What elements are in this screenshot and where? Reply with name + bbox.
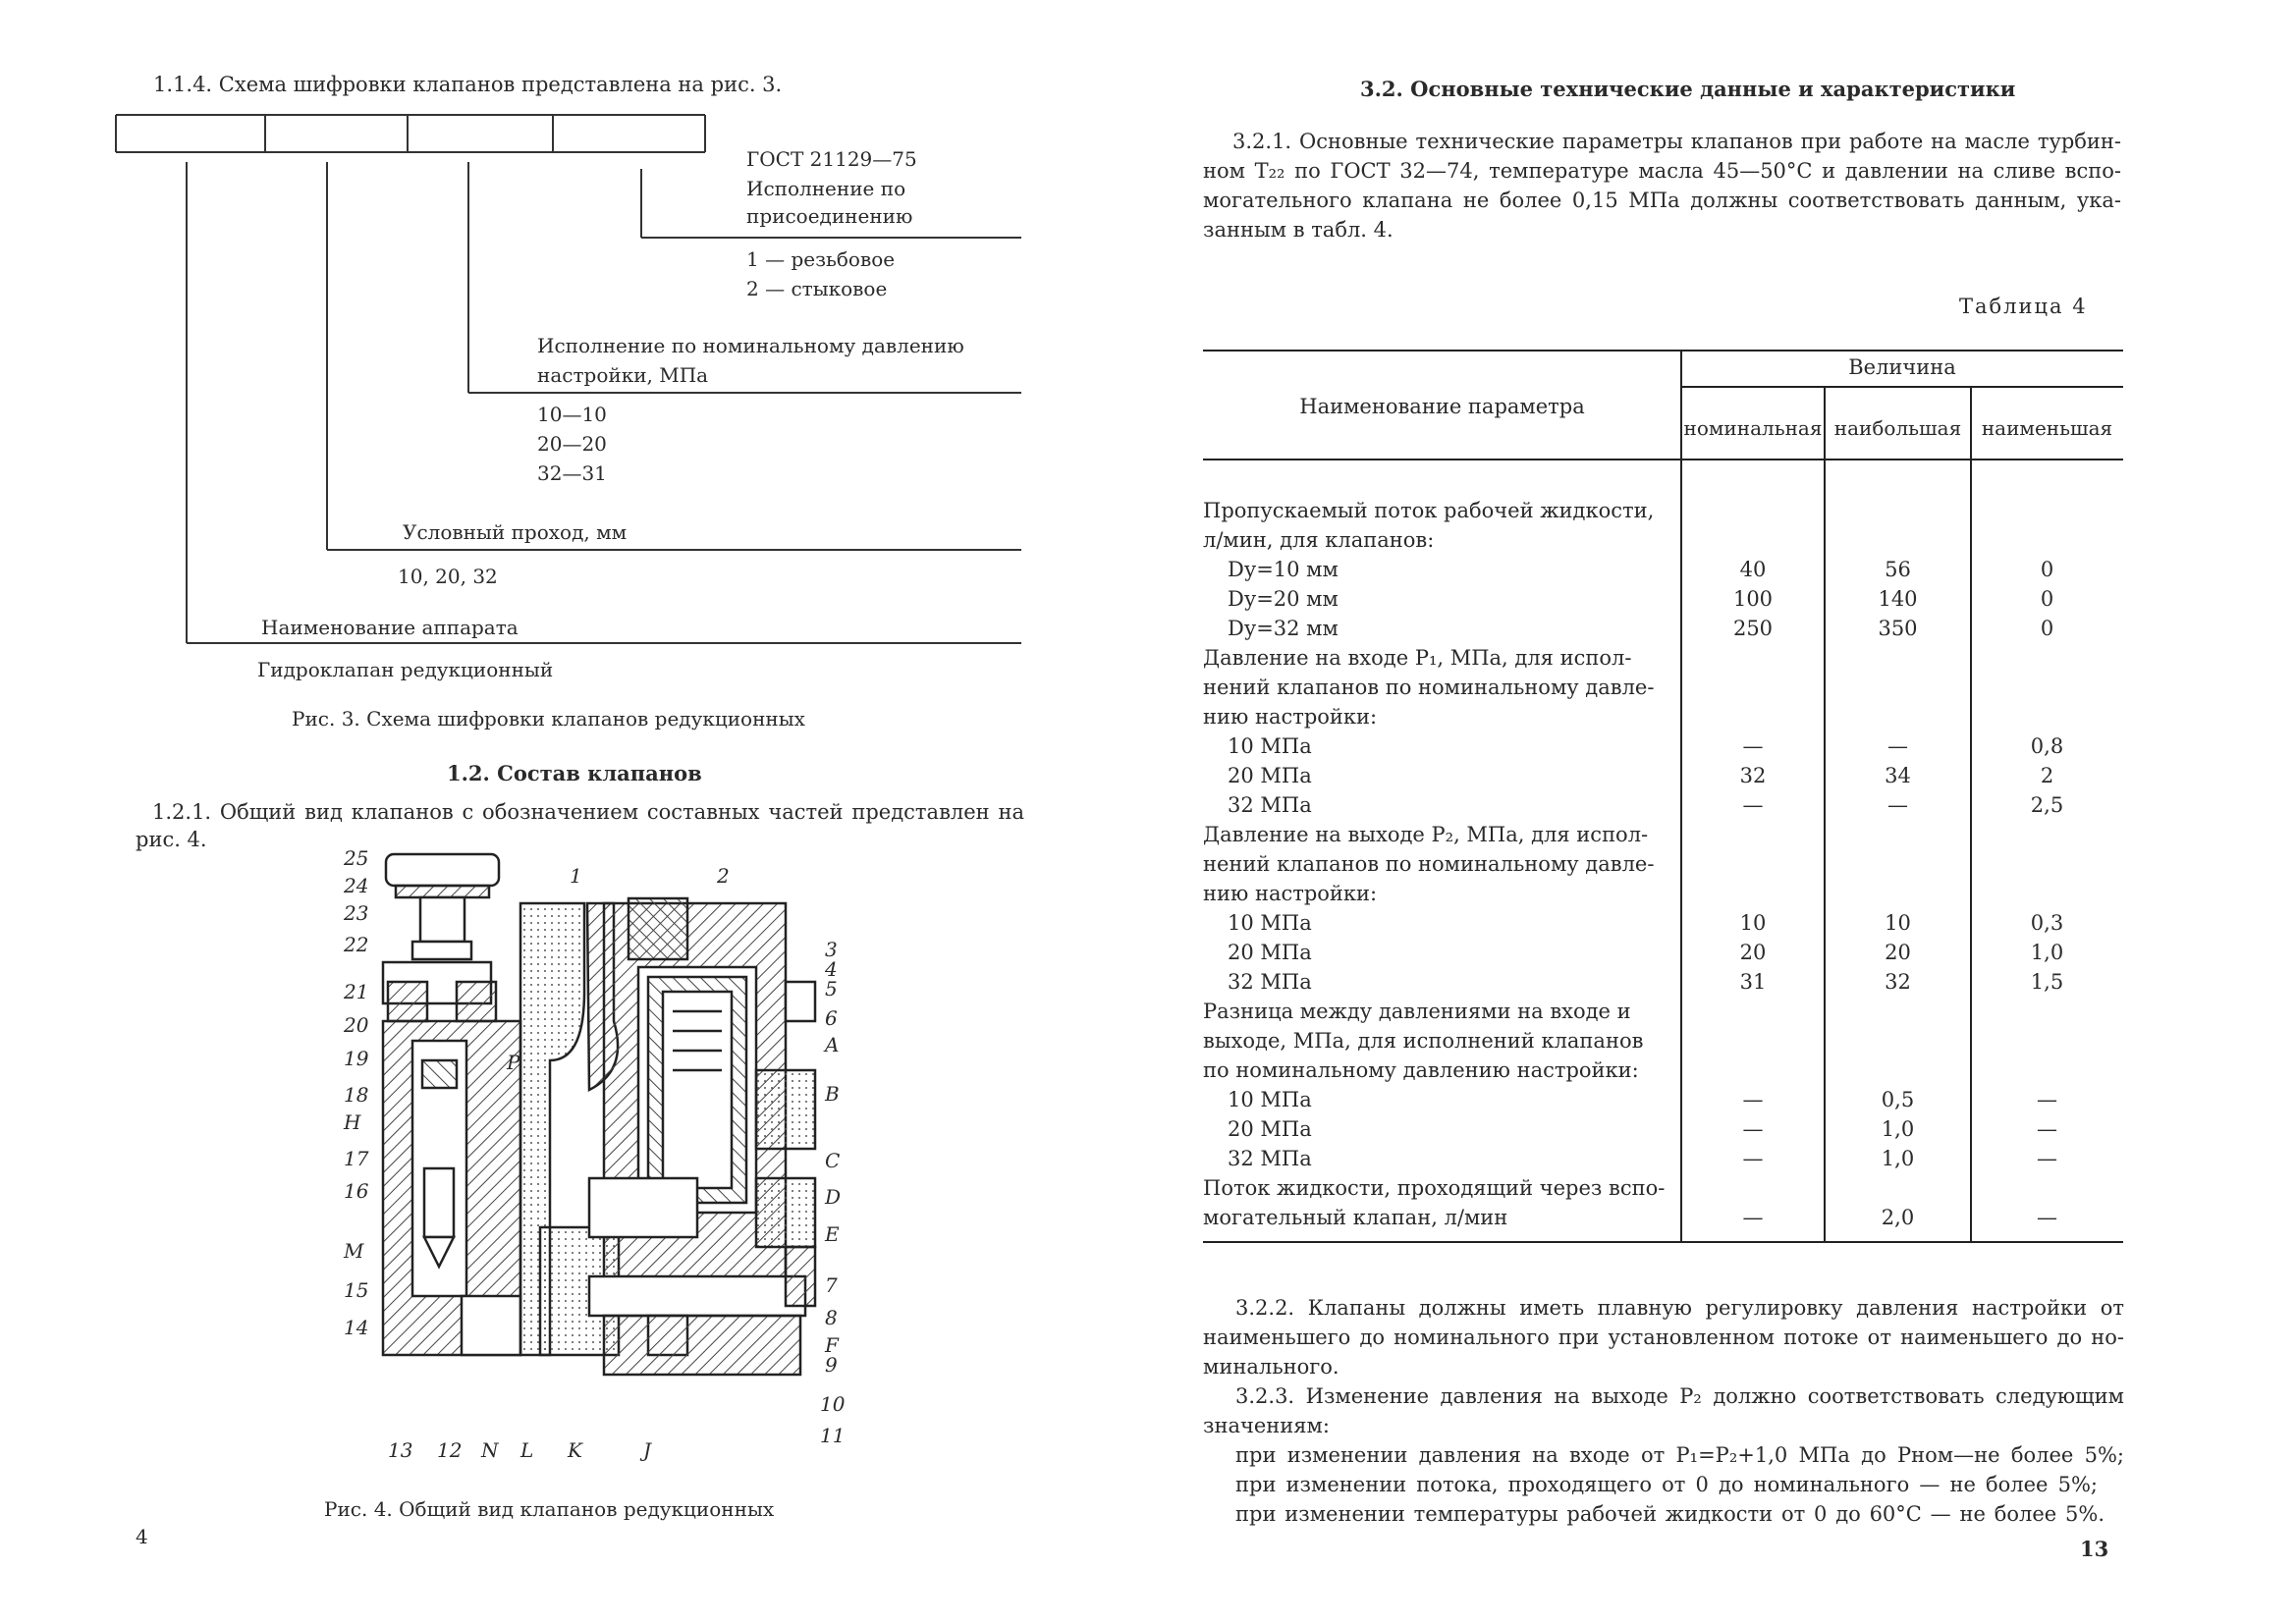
page-number-right: 13 (2080, 1537, 2109, 1561)
table-row-label: 20 МПа (1228, 764, 1312, 787)
table-cell-min: 1,0 (2030, 941, 2064, 964)
pressure-option-3: 32—31 (537, 461, 607, 485)
fig-label-8: 8 (825, 1306, 838, 1329)
pressure-title-2: настройки, МПа (537, 363, 709, 387)
intro-line: 1.1.4. Схема шифровки клапанов представлена на рис. 3. (153, 73, 783, 96)
table-row-label: 32 МПа (1228, 793, 1312, 817)
fig-label-3: 3 (825, 938, 838, 961)
fig-label-b: B (825, 1082, 840, 1106)
pressure-title-1: Исполнение по номинальному давлению (537, 334, 964, 357)
fig-label-10: 10 (820, 1392, 846, 1416)
fig-label-9: 9 (825, 1353, 838, 1377)
table-cell-min: — (2037, 1206, 2057, 1229)
fig-label-19: 19 (344, 1047, 369, 1070)
section-title-1-2: 1.2. Состав клапанов (447, 761, 702, 785)
fig-label-f: F (825, 1333, 839, 1357)
table-cell-nominal: — (1742, 734, 1764, 758)
table-cell-min: 0 (2040, 617, 2054, 640)
para-323-line-2: значениям: (1203, 1414, 1330, 1437)
fig-label-23: 23 (344, 901, 369, 925)
table-cell-min: 0 (2040, 587, 2054, 611)
table-row-label: нений клапанов по номинальному давле- (1203, 852, 1655, 876)
table-header-value: Величина (1848, 355, 1956, 379)
fig-label-l: L (520, 1438, 534, 1462)
table-row-label: Dу=10 мм (1228, 558, 1339, 581)
table-cell-nominal: 20 (1739, 941, 1767, 964)
connection-title-2: присоединению (746, 204, 913, 228)
fig-label-k: K (568, 1438, 582, 1462)
passage-values: 10, 20, 32 (398, 565, 498, 588)
table-cell-nominal: — (1742, 1088, 1764, 1111)
fig-label-17: 17 (344, 1147, 369, 1170)
para-121-line-1: 1.2.1. Общий вид клапанов с обозначением составных частей представлен на (152, 800, 1024, 824)
fig-label-p: P (507, 1051, 520, 1074)
para-323-line-4: при изменении потока, проходящего от 0 до номинального — не более 5%; (1235, 1473, 2098, 1496)
fig-label-5: 5 (825, 977, 838, 1001)
table-row-label: 32 МПа (1228, 970, 1312, 994)
para-321-line-3: могательного клапана не более 0,15 МПа должны соответствовать данным, ука- (1203, 189, 2121, 212)
passage-title: Условный проход, мм (403, 520, 628, 544)
para-121-line-2: рис. 4. (136, 828, 207, 851)
fig4-caption: Рис. 4. Общий вид клапанов редукционных (324, 1497, 775, 1521)
table-cell-nominal: 40 (1739, 558, 1767, 581)
table-cell-min: 1,5 (2030, 970, 2064, 994)
table-row-label: 10 МПа (1228, 1088, 1312, 1111)
para-323-line-1: 3.2.3. Изменение давления на выходе P₂ должно соответствовать следующим (1235, 1384, 2124, 1408)
table-cell-max: 350 (1878, 617, 1918, 640)
table-row-label: 10 МПа (1228, 911, 1312, 935)
table-row-label: выходе, МПа, для исполнений клапанов (1203, 1029, 1644, 1053)
fig-label-20: 20 (344, 1013, 369, 1037)
table-row-label: нию настройки: (1203, 705, 1378, 729)
table-row-label: Давление на выходе P₂, МПа, для испол- (1203, 823, 1649, 846)
fig-label-e: E (825, 1222, 840, 1246)
table-row-label: 20 МПа (1228, 941, 1312, 964)
device-name-title: Наименование аппарата (261, 616, 519, 639)
table-cell-nominal: — (1742, 1117, 1764, 1141)
fig-label-4: 4 (825, 957, 838, 981)
fig-label-12: 12 (437, 1438, 463, 1462)
fig3-caption: Рис. 3. Схема шифровки клапанов редукционных (292, 707, 805, 730)
pressure-option-2: 20—20 (537, 432, 607, 456)
table-cell-min: 2,5 (2030, 793, 2064, 817)
table-cell-max: 2,0 (1881, 1206, 1915, 1229)
table-cell-nominal: 32 (1739, 764, 1767, 787)
fig-label-j: J (643, 1438, 652, 1462)
table-row-label: 32 МПа (1228, 1147, 1312, 1170)
table-cell-max: 32 (1885, 970, 1911, 994)
fig-label-11: 11 (820, 1424, 846, 1447)
para-322-line-2: наименьшего до номинального при установленном потоке от наименьшего до но- (1203, 1325, 2124, 1349)
fig-label-14: 14 (344, 1316, 369, 1339)
table-cell-min: 0,8 (2030, 734, 2064, 758)
page-number-left: 4 (136, 1525, 148, 1548)
fig-label-24: 24 (344, 874, 369, 897)
para-322-line-1: 3.2.2. Клапаны должны иметь плавную регулировку давления настройки от (1235, 1296, 2124, 1320)
table-row-label: 10 МПа (1228, 734, 1312, 758)
table-cell-max: 20 (1885, 941, 1911, 964)
table-cell-min: — (2037, 1088, 2057, 1111)
table-header-nominal: номинальная (1683, 416, 1823, 440)
fig-label-21: 21 (344, 980, 369, 1003)
table-row-label: нию настройки: (1203, 882, 1378, 905)
table-cell-min: 0 (2040, 558, 2054, 581)
table-cell-max: 140 (1878, 587, 1918, 611)
table-cell-max: 10 (1885, 911, 1911, 935)
table-row-label: 20 МПа (1228, 1117, 1312, 1141)
fig-label-6: 6 (825, 1006, 838, 1030)
table-cell-min: — (2037, 1147, 2057, 1170)
fig-label-22: 22 (344, 933, 369, 956)
fig-label-h: H (344, 1110, 361, 1134)
para-322-line-3: минального. (1203, 1355, 1339, 1379)
table-row-label: Dу=20 мм (1228, 587, 1339, 611)
para-323-line-5: при изменении температуры рабочей жидкости от 0 до 60°С — не более 5%. (1235, 1502, 2105, 1526)
table-row-label: Dу=32 мм (1228, 617, 1339, 640)
connection-option-2: 2 — стыковое (746, 277, 888, 300)
fig-label-a: A (825, 1033, 840, 1056)
connection-option-1: 1 — резьбовое (746, 247, 896, 271)
table-cell-nominal: — (1742, 1206, 1764, 1229)
table-cell-min: 0,3 (2030, 911, 2064, 935)
fig-label-18: 18 (344, 1083, 369, 1107)
table-cell-max: 0,5 (1881, 1088, 1915, 1111)
table-cell-max: 1,0 (1881, 1147, 1915, 1170)
fig-label-7: 7 (825, 1273, 838, 1297)
fig-label-2: 2 (717, 864, 730, 888)
table-cell-nominal: 31 (1739, 970, 1767, 994)
table-row-label: Поток жидкости, проходящий через вспо- (1203, 1176, 1666, 1200)
table-cell-min: — (2037, 1117, 2057, 1141)
table-cell-max: — (1887, 734, 1908, 758)
section-title-3-2: 3.2. Основные технические данные и характеристики (1360, 77, 2016, 101)
table-cell-max: 1,0 (1881, 1117, 1915, 1141)
para-321-line-4: занным в табл. 4. (1203, 218, 1394, 242)
para-321-line-1: 3.2.1. Основные технические параметры клапанов при работе на масле турбин- (1232, 130, 2121, 153)
pressure-option-1: 10—10 (537, 403, 607, 426)
table-cell-max: 34 (1885, 764, 1911, 787)
table-row-label: нений клапанов по номинальному давле- (1203, 676, 1655, 699)
device-name: Гидроклапан редукционный (257, 658, 554, 681)
table-header-param: Наименование параметра (1299, 395, 1585, 418)
fig-label-25: 25 (344, 846, 369, 870)
table-label: Таблица 4 (1959, 295, 2088, 318)
para-323-line-3: при изменении давления на входе от P₁=P₂+1,0 МПа до Pном—не более 5%; (1235, 1443, 2124, 1467)
table-header-min: наименьшая (1981, 416, 2113, 440)
fig-label-c: C (825, 1149, 841, 1172)
fig-label-16: 16 (344, 1179, 369, 1203)
fig-label-n: N (481, 1438, 499, 1462)
table-cell-min: 2 (2040, 764, 2054, 787)
table-cell-nominal: 10 (1739, 911, 1767, 935)
table-row-label: Пропускаемый поток рабочей жидкости, (1203, 499, 1655, 522)
fig-label-m: M (344, 1239, 364, 1263)
table-cell-nominal: 250 (1732, 617, 1774, 640)
table-cell-nominal: — (1742, 793, 1764, 817)
fig-label-1: 1 (570, 864, 582, 888)
fig-label-13: 13 (388, 1438, 413, 1462)
connection-title-1: Исполнение по (746, 177, 906, 200)
fig-label-d: D (825, 1185, 842, 1209)
table-cell-max: 56 (1885, 558, 1911, 581)
table-row-label: Давление на входе P₁, МПа, для испол- (1203, 646, 1632, 670)
para-321-line-2: ном Т₂₂ по ГОСТ 32—74, температуре масла 45—50°С и давлении на сливе вспо- (1203, 159, 2121, 183)
table-row-label: по номинальному давлению настройки: (1203, 1058, 1639, 1082)
table-row-label: л/мин, для клапанов: (1203, 528, 1435, 552)
gost-label: ГОСТ 21129—75 (746, 147, 917, 171)
table-cell-nominal: — (1742, 1147, 1764, 1170)
table-header-max: наибольшая (1833, 416, 1962, 440)
table-cell-max: — (1887, 793, 1908, 817)
table-row-label: Разница между давлениями на входе и (1203, 1000, 1631, 1023)
table-cell-nominal: 100 (1732, 587, 1774, 611)
fig-label-15: 15 (344, 1278, 369, 1302)
table-row-label: могательный клапан, л/мин (1203, 1206, 1508, 1229)
